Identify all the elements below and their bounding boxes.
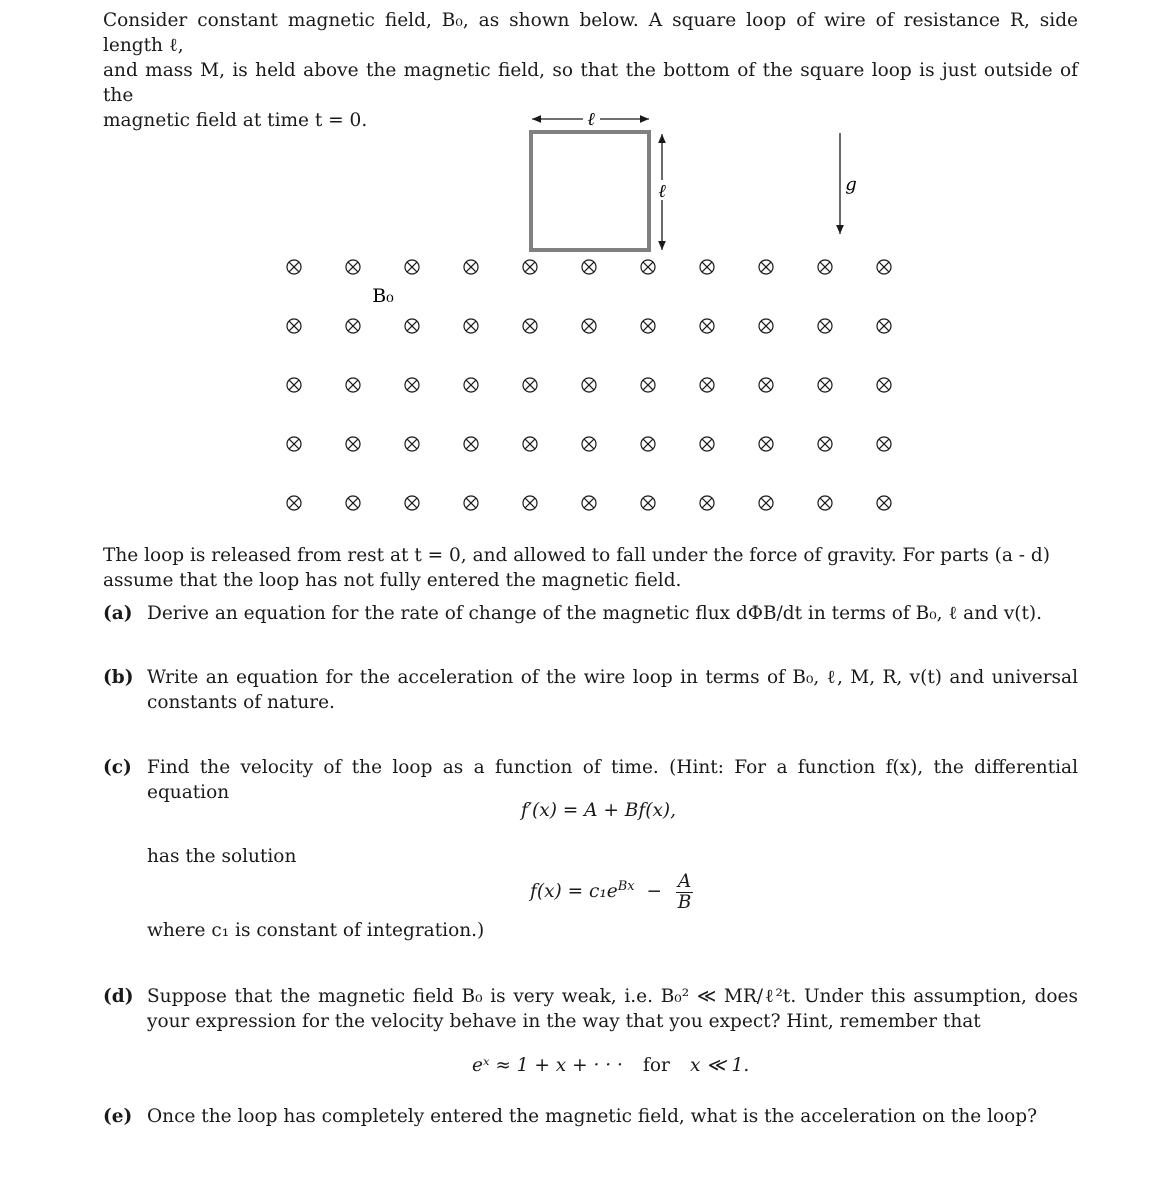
field-into-page-symbol <box>877 319 891 333</box>
field-into-page-symbol <box>346 260 360 274</box>
field-into-page-symbol <box>287 496 301 510</box>
gravity-label: g <box>845 174 857 195</box>
part-b-label: (b) <box>103 667 134 688</box>
fraction-numerator: A <box>677 870 692 892</box>
field-into-page-symbol <box>523 319 537 333</box>
field-into-page-symbol <box>759 496 773 510</box>
field-into-page-symbol <box>641 437 655 451</box>
solution-fraction <box>676 872 693 913</box>
field-into-page-symbol <box>523 496 537 510</box>
field-into-page-symbol <box>877 260 891 274</box>
part-c-label: (c) <box>103 757 132 778</box>
for-word: for <box>643 1055 670 1076</box>
field-into-page-symbol <box>464 496 478 510</box>
part-e <box>103 1104 1078 1129</box>
release-line-2: assume that the loop has not fully entered the magnetic field. <box>103 570 682 591</box>
release-paragraph <box>103 543 1078 593</box>
field-into-page-symbol <box>700 260 714 274</box>
part-d-label: (d) <box>103 986 134 1007</box>
solution-lhs: f(x) = c₁e <box>530 881 618 903</box>
integration-constant-note: where c₁ is constant of integration.) <box>147 920 485 941</box>
field-into-page-symbol <box>346 496 360 510</box>
magnetic-field-diagram <box>0 0 1157 540</box>
field-into-page-symbol <box>523 260 537 274</box>
side-length-label: ℓ <box>658 181 666 202</box>
field-into-page-symbol <box>818 260 832 274</box>
field-into-page-symbol <box>818 437 832 451</box>
solution-exponent: Bx <box>617 879 635 894</box>
field-into-page-symbol <box>582 260 596 274</box>
field-into-page-symbol <box>877 437 891 451</box>
field-into-page-symbol <box>759 260 773 274</box>
field-into-page-symbol <box>464 378 478 392</box>
release-line-1: The loop is released from rest at t = 0, and allowed to fall under the force of gravity. For parts (a - d) <box>103 545 1050 566</box>
part-d-text: Suppose that the magnetic field B₀ is very weak, i.e. B₀² ≪ MR/ℓ²t. Under this assumption, does your expression for the velocity behave in the way that you expect? Hint, remember that <box>147 986 1078 1032</box>
part-d <box>103 984 1078 1034</box>
approximation-condition: x ≪ 1. <box>690 1055 750 1076</box>
field-into-page-symbol <box>818 496 832 510</box>
field-into-page-symbol <box>700 378 714 392</box>
part-a <box>103 601 1078 626</box>
field-into-page-symbol <box>818 319 832 333</box>
field-into-page-symbol <box>582 437 596 451</box>
part-e-text: Once the loop has completely entered the magnetic field, what is the acceleration on the loop? <box>147 1106 1038 1127</box>
field-into-page-symbol <box>405 319 419 333</box>
field-into-page-symbol <box>287 437 301 451</box>
part-b-text: Write an equation for the acceleration of the wire loop in terms of B₀, ℓ, M, R, v(t) and universal constants of nature. <box>147 667 1078 713</box>
field-into-page-symbol <box>464 437 478 451</box>
field-label: B₀ <box>372 285 394 307</box>
field-into-page-symbol <box>759 378 773 392</box>
field-into-page-symbol <box>405 437 419 451</box>
field-into-page-symbol <box>759 319 773 333</box>
top-length-label: ℓ <box>587 109 595 130</box>
intro-line-1: Consider constant magnetic field, B₀, as shown below. A square loop of wire of resistance R, side length ℓ, <box>103 10 1078 56</box>
field-into-page-symbol <box>818 378 832 392</box>
field-into-page-symbol <box>582 496 596 510</box>
field-into-page-symbol <box>405 260 419 274</box>
field-into-page-symbol <box>287 378 301 392</box>
part-a-label: (a) <box>103 603 133 624</box>
field-into-page-symbol <box>641 378 655 392</box>
field-into-page-symbol <box>346 437 360 451</box>
field-into-page-symbol <box>287 260 301 274</box>
field-into-page-symbol <box>346 378 360 392</box>
field-into-page-symbol <box>877 496 891 510</box>
field-into-page-symbol <box>877 378 891 392</box>
fraction-denominator: B <box>677 891 692 913</box>
field-into-page-symbol <box>346 319 360 333</box>
field-into-page-symbol <box>464 319 478 333</box>
differential-equation: f′(x) = A + Bf(x), <box>521 800 676 821</box>
field-into-page-symbol <box>759 437 773 451</box>
field-into-page-symbol <box>641 319 655 333</box>
field-into-page-symbol <box>700 437 714 451</box>
exponential-approximation: eˣ ≈ 1 + x + · · · <box>472 1055 623 1076</box>
part-c-text: Find the velocity of the loop as a function of time. (Hint: For a function f(x), the differential equation <box>147 757 1078 803</box>
field-into-page-symbol <box>582 378 596 392</box>
part-e-label: (e) <box>103 1106 133 1127</box>
square-wire-loop <box>531 132 649 250</box>
field-into-page-symbol <box>523 378 537 392</box>
field-into-page-symbol <box>700 319 714 333</box>
field-into-page-symbol <box>700 496 714 510</box>
field-into-page-symbol <box>641 260 655 274</box>
solution-minus: − <box>646 881 663 903</box>
solution-equation <box>530 862 695 917</box>
field-into-page-symbol <box>523 437 537 451</box>
intro-line-3: magnetic field at time t = 0. <box>103 110 368 131</box>
part-a-text: Derive an equation for the rate of change of the magnetic flux dΦB/dt in terms of B₀, ℓ and v(t). <box>147 603 1043 624</box>
part-b <box>103 665 1078 715</box>
field-into-page-symbol <box>405 496 419 510</box>
field-into-page-symbol <box>287 319 301 333</box>
field-into-page-symbol <box>405 378 419 392</box>
field-into-page-symbol <box>582 319 596 333</box>
has-solution-text: has the solution <box>147 846 297 867</box>
intro-line-2: and mass M, is held above the magnetic field, so that the bottom of the square loop is just outside of the <box>103 60 1078 106</box>
field-into-page-symbol <box>641 496 655 510</box>
part-c <box>103 755 1078 805</box>
field-into-page-symbol <box>464 260 478 274</box>
